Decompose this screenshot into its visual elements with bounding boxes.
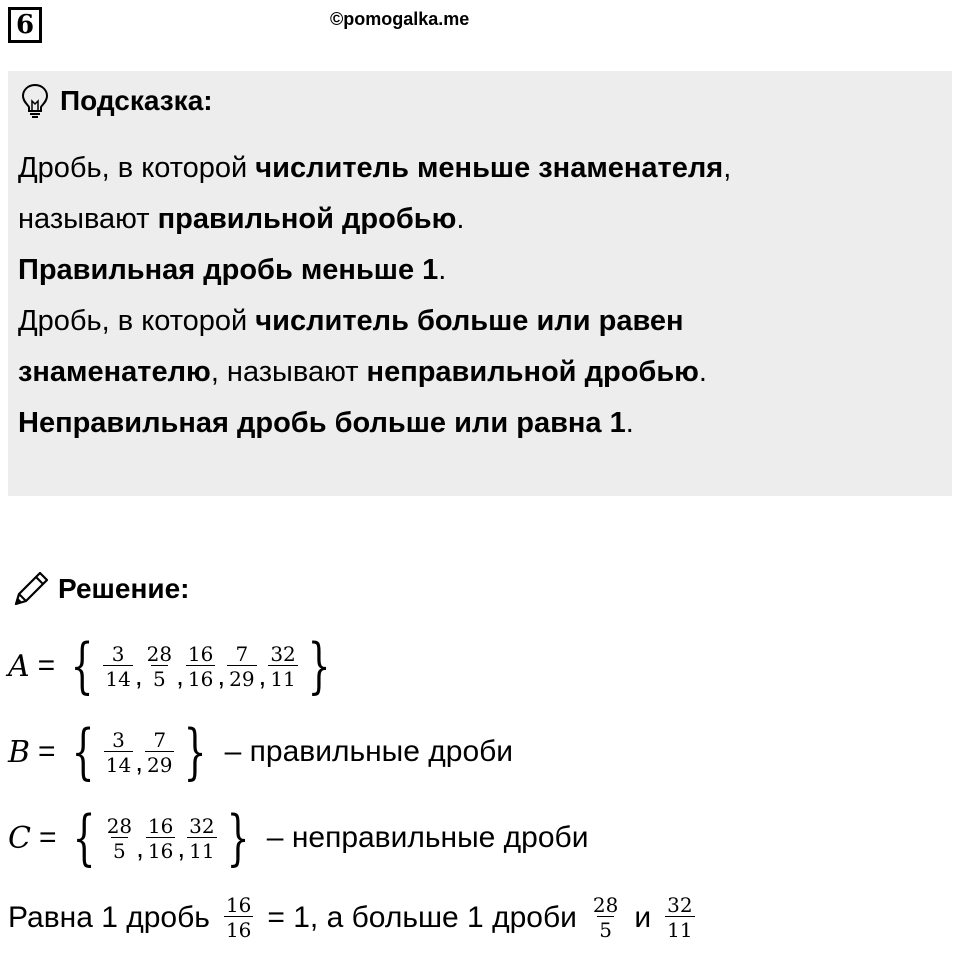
fraction-numerator: 32 [189,813,215,838]
comma: , [258,660,267,691]
hint-text [18,143,731,449]
fraction [591,894,620,941]
fraction [224,894,253,941]
fraction [665,894,694,941]
fraction-denominator: 11 [667,918,693,942]
fraction-denominator: 16 [225,918,252,942]
fraction-denominator: 14 [105,752,132,777]
hint-line: Дробь, в которой числитель больше или равен [18,305,684,337]
comma: , [136,832,144,863]
fraction-numerator: 32 [270,641,296,666]
fraction [187,815,216,862]
fraction-denominator: 5 [152,666,166,691]
fraction-numerator: 3 [111,641,125,666]
fraction-denominator: 16 [147,838,174,863]
hint-line: называют правильной дробью. [18,203,465,235]
set-b-line [8,717,514,787]
comma: , [176,660,184,691]
hint-line: Правильная дробь меньше 1. [18,254,447,286]
fraction [145,729,174,776]
set-name: B [8,734,31,770]
watermark: ©pomogalka.me [330,9,470,29]
comma: , [217,660,226,691]
fraction-numerator: 16 [147,813,174,838]
comma: , [177,832,186,863]
hint-box [8,71,952,496]
comma: , [134,660,143,691]
set-description: – правильные дроби [224,735,514,768]
conclusion-line [8,894,697,941]
task-number: 6 [8,7,42,43]
hint-line: Неправильная дробь больше или равна 1. [18,407,634,439]
hint-title [20,83,213,119]
conclusion-text: Равна 1 дробь [8,900,210,934]
fraction-denominator: 29 [147,752,173,777]
fraction-numerator: 32 [667,893,693,917]
solution-title [10,568,189,610]
hint-title-text: Подсказка: [60,85,213,116]
open-brace: { [70,631,94,701]
fraction [103,643,132,690]
fraction-numerator: 7 [153,727,167,752]
fraction-numerator: 16 [187,641,214,666]
open-brace: { [71,717,95,787]
fraction [146,815,175,862]
fraction [104,729,133,776]
fraction [227,643,256,690]
fraction [186,643,215,690]
fraction-numerator: 28 [146,641,173,666]
pencil-icon [10,568,52,610]
fraction-denominator: 5 [599,918,612,942]
hint-line: знаменателю, называют неправильной дробью. [18,356,707,388]
fraction [105,815,134,862]
hint-line: Дробь, в которой числитель меньше знаменателя, [18,152,732,184]
set-c-line [8,803,589,873]
fraction-numerator: 3 [112,727,125,752]
fraction-denominator: 29 [229,666,255,691]
set-description: – неправильные дроби [266,821,589,854]
lightbulb-icon [20,83,50,119]
fraction-denominator: 5 [113,838,126,863]
conclusion-text: = 1, а больше 1 дроби [267,900,577,934]
close-brace: } [226,803,250,873]
equals-sign: = [38,735,56,768]
solution-title-text: Решение: [58,573,190,604]
equals-sign: = [37,649,56,682]
open-brace: { [72,803,96,873]
fraction-numerator: 16 [225,893,252,917]
fraction-denominator: 11 [189,838,215,863]
equals-sign: = [38,821,57,854]
close-brace: } [307,631,331,701]
set-name: A [8,648,30,684]
fraction-numerator: 28 [592,893,619,917]
comma: , [135,746,143,777]
fraction-denominator: 11 [270,666,296,691]
fraction-numerator: 7 [235,641,249,666]
fraction-denominator: 14 [105,666,131,691]
set-a-line [8,631,338,701]
fraction-denominator: 16 [187,666,214,691]
fraction [268,643,297,690]
conclusion-text: и [634,900,652,934]
close-brace: } [184,717,208,787]
fraction [145,643,174,690]
set-name: C [8,820,31,856]
fraction-numerator: 28 [106,813,133,838]
